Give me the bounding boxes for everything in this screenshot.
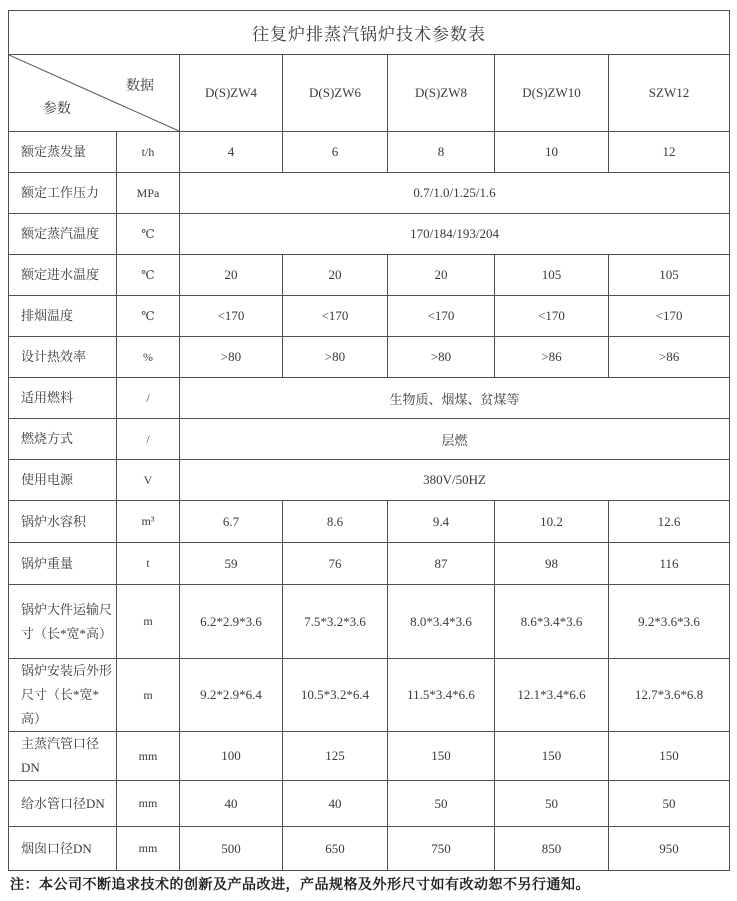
table-row: [9, 543, 730, 585]
value-cell: 8.6*3.4*3.6: [495, 585, 609, 659]
value-cell: 150: [388, 732, 495, 781]
model-column-header: SZW12: [609, 55, 730, 132]
corner-label-param: 参数: [43, 102, 71, 117]
param-name-cell: 额定工作压力: [9, 173, 117, 214]
unit-cell: m: [117, 585, 180, 659]
param-name-cell: 锅炉水容积: [9, 501, 117, 543]
value-cell: 105: [495, 255, 609, 296]
param-name-cell: 使用电源: [9, 460, 117, 501]
value-cell-span: 0.7/1.0/1.25/1.6: [180, 173, 730, 214]
value-cell: 20: [180, 255, 283, 296]
model-column-header: D(S)ZW10: [495, 55, 609, 132]
param-name-cell: 燃烧方式: [9, 419, 117, 460]
value-cell: >80: [388, 337, 495, 378]
param-name-cell: 额定蒸汽温度: [9, 214, 117, 255]
unit-cell: %: [117, 337, 180, 378]
unit-cell: ℃: [117, 214, 180, 255]
param-name-cell: 额定蒸发量: [9, 132, 117, 173]
param-name-cell: 锅炉大件运输尺寸（长*宽*高）: [9, 585, 117, 659]
value-cell: 7.5*3.2*3.6: [283, 585, 388, 659]
unit-cell: MPa: [117, 173, 180, 214]
unit-cell: /: [117, 419, 180, 460]
value-cell: 6: [283, 132, 388, 173]
value-cell: 116: [609, 543, 730, 585]
unit-cell: /: [117, 378, 180, 419]
value-cell: <170: [388, 296, 495, 337]
title-row: [9, 11, 730, 55]
table-row: [9, 827, 730, 871]
unit-cell: ℃: [117, 296, 180, 337]
param-name-cell: 额定进水温度: [9, 255, 117, 296]
value-cell: 50: [388, 781, 495, 827]
param-name-cell: 适用燃料: [9, 378, 117, 419]
value-cell: 11.5*3.4*6.6: [388, 659, 495, 732]
value-cell: 10.5*3.2*6.4: [283, 659, 388, 732]
table-row: [9, 173, 730, 214]
value-cell: 4: [180, 132, 283, 173]
value-cell: <170: [609, 296, 730, 337]
value-cell-span: 层燃: [180, 419, 730, 460]
unit-cell: mm: [117, 781, 180, 827]
value-cell: 40: [180, 781, 283, 827]
param-name-cell: 锅炉重量: [9, 543, 117, 585]
value-cell: 12: [609, 132, 730, 173]
param-name-cell: 排烟温度: [9, 296, 117, 337]
value-cell: 950: [609, 827, 730, 871]
value-cell-span: 生物质、烟煤、贫煤等: [180, 378, 730, 419]
unit-cell: ℃: [117, 255, 180, 296]
unit-cell: mm: [117, 732, 180, 781]
table-row: [9, 781, 730, 827]
boiler-parameters-table: [8, 10, 730, 871]
value-cell: 150: [609, 732, 730, 781]
table-row: [9, 585, 730, 659]
value-cell: 87: [388, 543, 495, 585]
table-row: [9, 460, 730, 501]
param-name-cell: 主蒸汽管口径DN: [9, 732, 117, 781]
value-cell: 125: [283, 732, 388, 781]
value-cell: 50: [609, 781, 730, 827]
value-cell: 8.0*3.4*3.6: [388, 585, 495, 659]
value-cell: 50: [495, 781, 609, 827]
value-cell: 10: [495, 132, 609, 173]
value-cell: 500: [180, 827, 283, 871]
value-cell: 9.4: [388, 501, 495, 543]
value-cell: 6.7: [180, 501, 283, 543]
value-cell: 6.2*2.9*3.6: [180, 585, 283, 659]
value-cell: >80: [180, 337, 283, 378]
footnote: 注：本公司不断追求技术的创新及产品改进，产品规格及外形尺寸如有改动恕不另行通知。: [10, 876, 590, 892]
value-cell: 12.1*3.4*6.6: [495, 659, 609, 732]
model-column-header: D(S)ZW4: [180, 55, 283, 132]
header-row: [9, 55, 730, 132]
value-cell: 100: [180, 732, 283, 781]
param-name-cell: 锅炉安装后外形尺寸（长*宽*高）: [9, 659, 117, 732]
value-cell: 750: [388, 827, 495, 871]
value-cell: <170: [495, 296, 609, 337]
value-cell: 40: [283, 781, 388, 827]
value-cell: 76: [283, 543, 388, 585]
table-row: [9, 732, 730, 781]
table-row: [9, 132, 730, 173]
value-cell: 9.2*3.6*3.6: [609, 585, 730, 659]
param-name-cell: 给水管口径DN: [9, 781, 117, 827]
value-cell: 12.6: [609, 501, 730, 543]
value-cell: 12.7*3.6*6.8: [609, 659, 730, 732]
unit-cell: t/h: [117, 132, 180, 173]
table-row: [9, 501, 730, 543]
table-row: [9, 214, 730, 255]
table-row: [9, 659, 730, 732]
table-row: [9, 378, 730, 419]
model-column-header: D(S)ZW6: [283, 55, 388, 132]
corner-label-data: 数据: [126, 79, 154, 94]
value-cell: 150: [495, 732, 609, 781]
unit-cell: m³: [117, 501, 180, 543]
value-cell: >80: [283, 337, 388, 378]
table-row: [9, 296, 730, 337]
value-cell: 105: [609, 255, 730, 296]
value-cell: 20: [283, 255, 388, 296]
header-corner-cell: [9, 55, 180, 132]
value-cell-span: 170/184/193/204: [180, 214, 730, 255]
unit-cell: t: [117, 543, 180, 585]
value-cell: 10.2: [495, 501, 609, 543]
value-cell: 8.6: [283, 501, 388, 543]
value-cell: 9.2*2.9*6.4: [180, 659, 283, 732]
value-cell: >86: [609, 337, 730, 378]
param-name-cell: 设计热效率: [9, 337, 117, 378]
value-cell: 59: [180, 543, 283, 585]
unit-cell: V: [117, 460, 180, 501]
value-cell: 98: [495, 543, 609, 585]
value-cell-span: 380V/50HZ: [180, 460, 730, 501]
value-cell: 850: [495, 827, 609, 871]
table-row: [9, 419, 730, 460]
value-cell: <170: [283, 296, 388, 337]
value-cell: >86: [495, 337, 609, 378]
unit-cell: mm: [117, 827, 180, 871]
model-column-header: D(S)ZW8: [388, 55, 495, 132]
value-cell: 650: [283, 827, 388, 871]
table-row: [9, 255, 730, 296]
value-cell: <170: [180, 296, 283, 337]
table-row: [9, 337, 730, 378]
value-cell: 8: [388, 132, 495, 173]
param-name-cell: 烟囱口径DN: [9, 827, 117, 871]
value-cell: 20: [388, 255, 495, 296]
table-title: 往复炉排蒸汽锅炉技术参数表: [9, 11, 730, 55]
unit-cell: m: [117, 659, 180, 732]
